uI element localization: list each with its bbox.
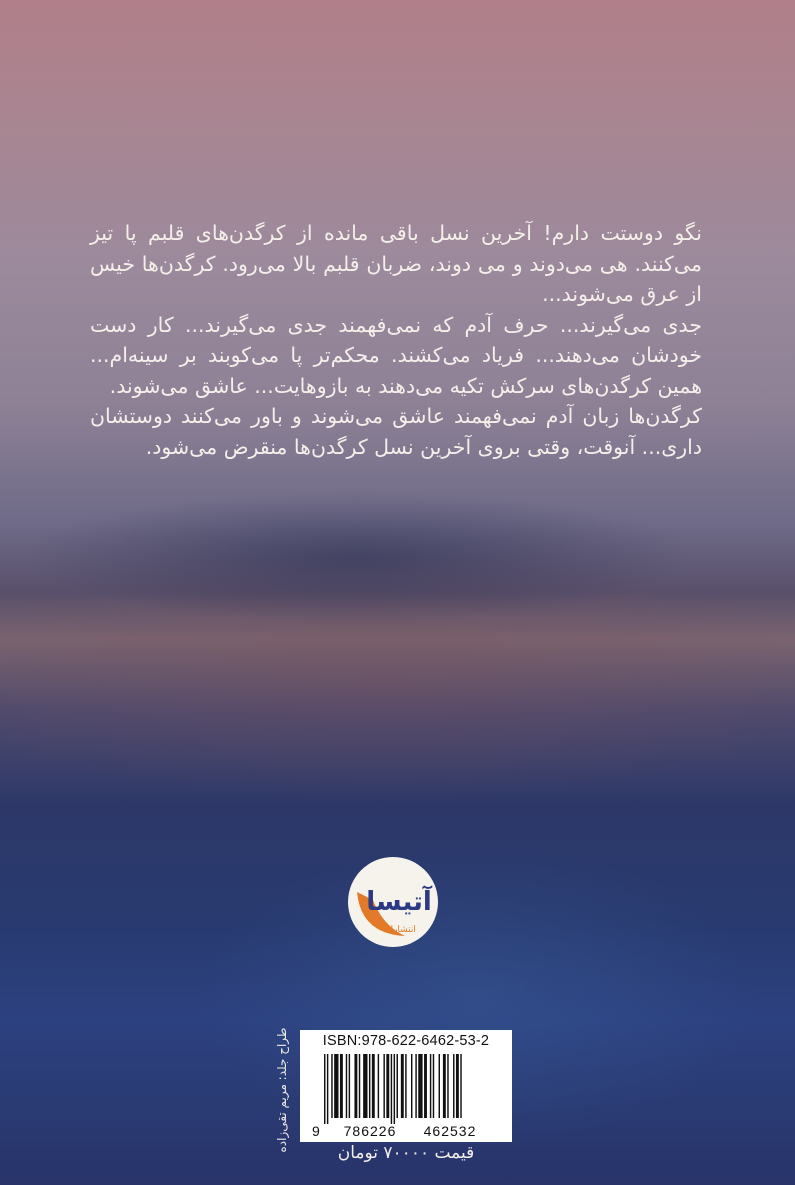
barcode-left-digits: 786226 — [343, 1123, 397, 1139]
isbn-label: ISBN:978-622-6462-53-2 — [322, 1033, 490, 1049]
isbn-barcode — [300, 1030, 512, 1142]
barcode-bar — [363, 1054, 367, 1118]
barcode-bar — [439, 1054, 440, 1118]
back-cover-text — [90, 218, 702, 462]
barcode-bar — [327, 1054, 328, 1124]
barcode-bar — [401, 1054, 404, 1118]
barcode-right-digits: 462532 — [423, 1123, 477, 1139]
price-label: قیمت ۷۰۰۰۰ تومان — [337, 1143, 475, 1163]
barcode-bars — [324, 1054, 462, 1124]
cover-designer-credit — [272, 1027, 292, 1153]
publisher-logo-icon — [343, 852, 443, 952]
barcode-bar — [372, 1054, 375, 1118]
publisher-logo-name: آتیسا — [366, 887, 432, 917]
barcode-bar — [405, 1054, 406, 1118]
barcode-bar — [340, 1054, 343, 1118]
barcode-bar — [430, 1054, 431, 1118]
cover-designer-credit-text: طراح جلد: مریم تقی‌زاده — [275, 1027, 289, 1153]
barcode-bar — [397, 1054, 398, 1118]
barcode-bar — [359, 1054, 360, 1118]
barcode-bar — [346, 1054, 347, 1118]
publisher-logo-subtext: انتشارات — [382, 925, 416, 935]
barcode-bar — [354, 1054, 357, 1118]
back-cover-paragraph-3: کرگدن‌ها زبان آدم نمی‌فهمند عاشق می‌شوند و باور می‌کنند دوستشان داری... آنوقت، وقتی بروی آخرین نسل کرگدن‌ها منقرض می‌شود. — [90, 404, 702, 459]
barcode-bar — [334, 1054, 338, 1118]
barcode-bar — [456, 1054, 459, 1118]
barcode-bar — [460, 1054, 461, 1118]
back-cover-paragraph-2: جدی می‌گیرند... حرف آدم که نمی‌فهمند جدی می‌گیرند... کار دست خودشان می‌دهند... فریاد می‌کشند. محکم‌تر پا می‌کوبند بر سینه‌ام... همین کرگدن‌های سرکش تکیه می‌دهند به بازوهایت... عاشق می‌شوند. — [90, 312, 702, 398]
barcode-bar — [369, 1054, 370, 1118]
barcode-bar — [394, 1054, 395, 1124]
barcode-bar — [433, 1054, 434, 1118]
barcode-bar — [443, 1054, 446, 1118]
barcode-bar — [415, 1054, 416, 1118]
barcode-bar — [424, 1054, 427, 1118]
barcode-bar — [386, 1054, 389, 1118]
barcode-bar — [418, 1054, 422, 1118]
barcode-bar — [447, 1054, 448, 1118]
barcode-bar — [391, 1054, 392, 1124]
barcode-bar — [383, 1054, 384, 1118]
back-cover-paragraph-1: نگو دوستت دارم! آخرین نسل باقی مانده از کرگدن‌های قلبم پا تیز می‌کنند. هی می‌دوند و می دوند، ضربان قلبم بالا می‌رود. کرگدن‌ها خیس از عرق می‌شوند... — [90, 221, 702, 306]
barcode-graphic — [306, 1054, 506, 1140]
barcode-bar — [324, 1054, 325, 1124]
barcode-bar — [453, 1054, 454, 1118]
publisher-logo — [343, 852, 443, 952]
barcode-bar — [331, 1054, 332, 1118]
barcode-bar — [349, 1054, 350, 1118]
barcode-first-digit: 9 — [312, 1123, 320, 1139]
barcode-bar — [411, 1054, 412, 1118]
barcode-bar — [378, 1054, 379, 1118]
